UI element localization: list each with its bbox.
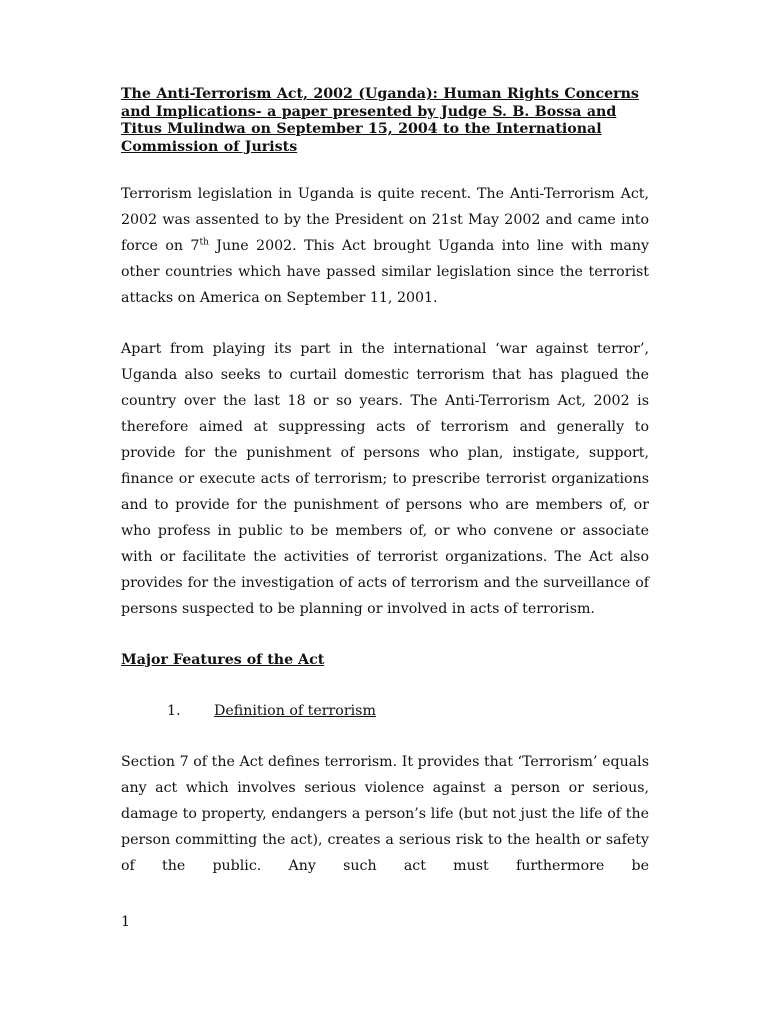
page-number: 1: [121, 914, 131, 930]
paragraph-intro-text-start: Terrorism legislation in Uganda is quite recent. The Anti-Terrorism Act, 2002 was assented to by the President on 21st May 2002 and came into force on 7: [121, 186, 649, 255]
subsection-title: Definition of terrorism: [214, 703, 376, 720]
section-heading-major-features: Major Features of the Act: [121, 652, 325, 669]
paragraph-intro: [121, 181, 649, 311]
paragraph-intro-text-end: June 2002. This Act brought Uganda into line with many other countries which have passed similar legislation since the terrorist attacks on America on September 11, 2001.: [121, 238, 649, 307]
superscript-th: th: [199, 237, 209, 248]
subsection-number: 1.: [167, 703, 181, 720]
paragraph-definition: Section 7 of the Act defines terrorism. It provides that ‘Terrorism’ equals any act which involves serious violence against a person or serious, damage to property, endangers a person’s life (but not just the life of the person committing the act), creates a serious risk to the health or safety of the public. Any such act must furthermore be: [121, 754, 649, 875]
paragraph-purpose: Apart from playing its part in the international ‘war against terror’, Uganda also seeks to curtail domestic terrorism that has plagued the country over the last 18 or so years. The Anti-Terrorism Act, 2002 is therefore aimed at suppressing acts of terrorism and generally to provide for the punishment of persons who plan, instigate, support, finance or execute acts of terrorism; to prescribe terrorist organizations and to provide for the punishment of persons who are members of, or who profess in public to be members of, or who convene or associate with or facilitate the activities of terrorist organizations. The Act also provides for the investigation of acts of terrorism and the surveillance of persons suspected to be planning or involved in acts of terrorism.: [121, 341, 649, 618]
document-title: The Anti-Terrorism Act, 2002 (Uganda): Human Rights Concerns and Implications- a paper presented by Judge S. B. Bossa and Titus Mulindwa on September 15, 2004 to the International Commission of Jurists: [121, 86, 639, 155]
document-body: [121, 86, 649, 879]
subsection-heading: [121, 698, 649, 724]
